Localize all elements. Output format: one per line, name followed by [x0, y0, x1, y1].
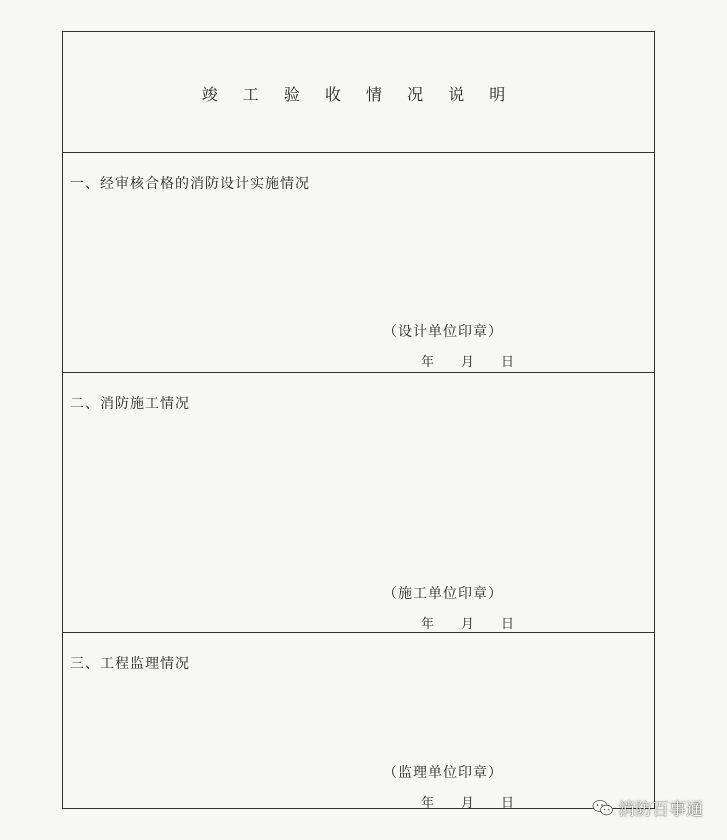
- month-label: 月: [461, 617, 475, 632]
- watermark-text: 消防百事通: [618, 800, 703, 820]
- month-label: 月: [461, 355, 475, 370]
- acceptance-form: [62, 31, 655, 809]
- form-title: 竣 工 验 收 情 况 说 明: [201, 85, 516, 104]
- stamp-label: （设计单位印章）: [383, 324, 503, 340]
- section-heading: 一、经审核合格的消防设计实施情况: [70, 176, 310, 192]
- section-supervision: [63, 632, 654, 810]
- day-label: 日: [501, 796, 515, 811]
- section-heading: 三、工程监理情况: [70, 656, 190, 672]
- month-label: 月: [461, 796, 475, 811]
- day-label: 日: [501, 617, 515, 632]
- year-label: 年: [421, 355, 435, 370]
- stamp-label: （监理单位印章）: [383, 765, 503, 781]
- section-construction: [63, 372, 654, 632]
- date-line: [421, 351, 514, 370]
- title-row: [63, 32, 654, 152]
- watermark: [592, 795, 703, 820]
- year-label: 年: [421, 796, 435, 811]
- day-label: 日: [501, 355, 515, 370]
- section-design: [63, 152, 654, 372]
- date-line: [421, 613, 514, 632]
- wechat-icon: [592, 799, 614, 817]
- year-label: 年: [421, 617, 435, 632]
- section-heading: 二、消防施工情况: [70, 396, 190, 412]
- date-line: [421, 792, 514, 811]
- stamp-label: （施工单位印章）: [383, 586, 503, 602]
